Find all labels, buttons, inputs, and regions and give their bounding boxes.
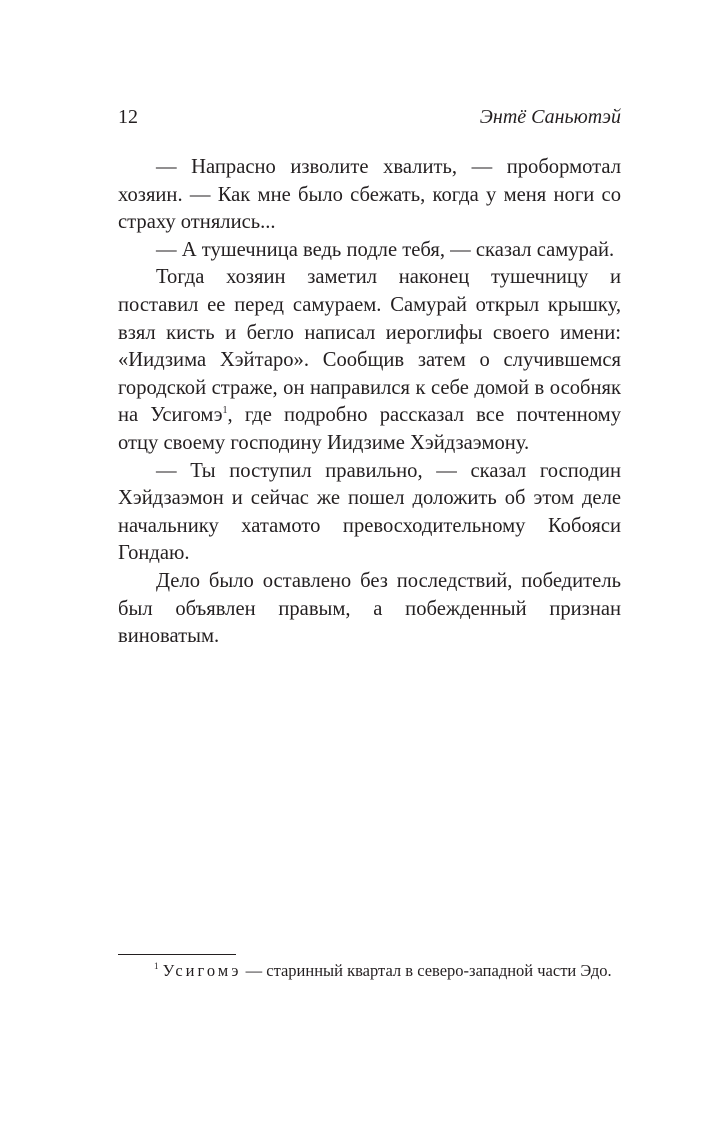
footnote [118,960,621,982]
main-text [118,154,621,651]
footnote-divider [118,954,236,955]
footnote-reference: 1 [222,405,228,417]
running-head: Энтё Саньютэй [479,106,621,128]
paragraph-1: — Напрасно изволите хвалить, — пробормотал хозяин. — Как мне было сбежать, когда у меня ноги со страху отнялись... [118,156,621,234]
paragraph-4: — Ты поступил правильно, — сказал господин Хэйдзаэмон и сейчас же пошел доложить об этом деле начальнику хатамото превосходительному Кобояси Гондаю. [118,459,621,565]
paragraph-3-text: Тогда хозяин заметил наконец тушечницу и поставил ее перед самураем. Самурай открыл крышку, взял кисть и бегло написал иероглифы своего имени: «Иидзима Хэйтаро». Сообщив затем о случившемся городской страже, он направился к себе домой в особняк на Усигомэ [118,266,621,427]
paragraph-5: Дело было оставлено без последствий, победитель был объявлен правым, а побежденный признан виноватым. [118,569,621,648]
paragraph-3-tail: , где подробно рассказал все почтенному отцу своему господину Иидзиме Хэйдзаэмону. [118,404,621,454]
footnote-term: Усигомэ [162,961,242,980]
page-number: 12 [118,106,138,128]
footnote-marker: 1 [154,961,159,971]
footnote-text: — старинный квартал в северо-западной части Эдо. [241,961,612,980]
paragraph-2: — А тушечница ведь подле тебя, — сказал самурай. [156,238,615,261]
paragraph-3 [118,264,621,457]
footnote-paragraph [118,960,621,982]
page-header [118,102,621,132]
